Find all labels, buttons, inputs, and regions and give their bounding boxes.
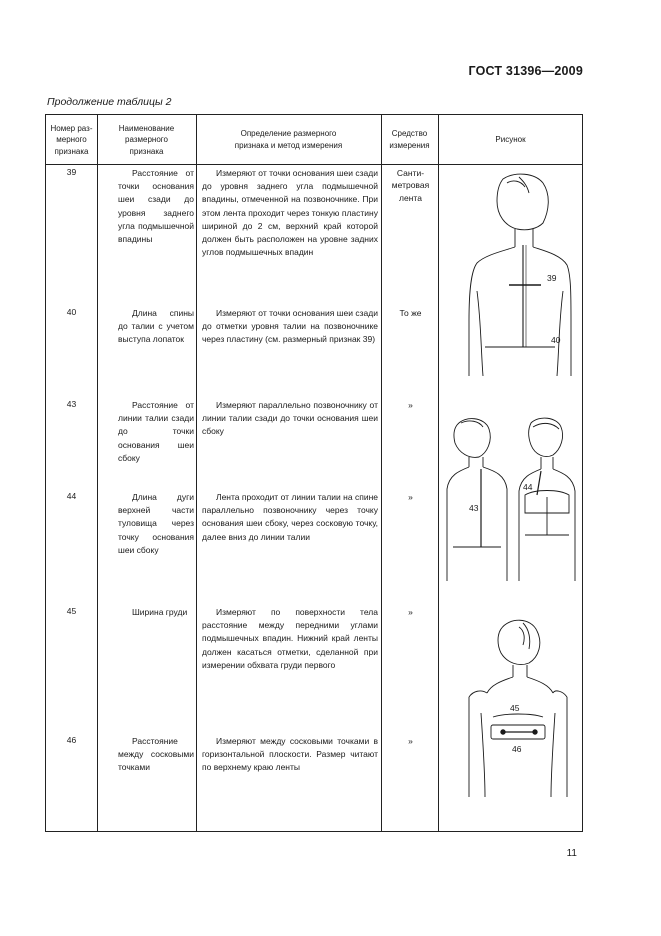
- row-name: Длина дуги верхней части туловища через точку основания шеи сбоку: [118, 492, 194, 555]
- front-tape-44: [537, 471, 541, 495]
- front-figure: [519, 418, 575, 581]
- row-number: 43: [66, 399, 77, 409]
- column-divider: [97, 115, 98, 831]
- figure-label-43: 43: [469, 503, 479, 513]
- page-number: 11: [566, 848, 577, 859]
- row-method: Измеряют от точки основания шеи сзади до отметки уровня талии на позвоночнике через пластину (см. размерный признак 39): [202, 308, 378, 345]
- row-number: 39: [66, 167, 77, 177]
- header-method: Определение размерного признака и метод измерения: [234, 129, 343, 150]
- header-instrument: Средство измерения: [389, 129, 430, 150]
- row-instrument: Санти- метровая лента: [391, 168, 430, 203]
- row-method: Измеряют между сосковыми точками в горизонтальной плоскости. Размер читают по верхнему краю ленты: [202, 736, 378, 773]
- side-back-figure: [447, 419, 507, 581]
- table-continuation-caption: Продолжение таблицы 2: [47, 96, 172, 108]
- figure-label-45: 45: [510, 703, 520, 713]
- figure-label-44: 44: [523, 482, 533, 492]
- row-instrument: »: [408, 400, 413, 410]
- row-instrument: »: [408, 607, 413, 617]
- row-instrument: »: [408, 492, 413, 502]
- row-number: 44: [66, 491, 77, 501]
- figure-45-46: [465, 613, 571, 799]
- back-measuring-tape: [509, 245, 541, 347]
- header-name: Наименование размерного признака: [118, 123, 175, 156]
- row-instrument: »: [408, 736, 413, 746]
- header-number: Номер раз- мерного признака: [50, 123, 93, 156]
- row-method: Измеряют от точки основания шеи сзади до уровня заднего угла подмышечной впадины, отмеченной на позвоночнике. При этом лента проходит через тонкую пластину шириной до 2 см, верхний край которой должен быть расположен на уровне задних углов подмышечных впадин: [202, 168, 378, 258]
- row-number: 46: [66, 735, 77, 745]
- column-divider: [381, 115, 382, 831]
- figure-43-44: [439, 413, 579, 593]
- chest-tape-marks: [501, 730, 537, 734]
- row-method: Измеряют параллельно позвоночнику от линии талии сзади до точки основания шеи сбоку: [202, 400, 378, 437]
- measurement-table: [45, 114, 583, 832]
- column-divider: [196, 115, 197, 831]
- row-name: Расстояние от линии талии сзади до точки основания шеи сбоку: [118, 400, 194, 463]
- figure-label-46: 46: [512, 744, 522, 754]
- row-number: 40: [66, 307, 77, 317]
- standard-code: ГОСТ 31396—2009: [468, 64, 583, 78]
- figure-label-40: 40: [551, 335, 561, 345]
- row-name: Ширина груди: [132, 607, 188, 617]
- row-method: Лента проходит от линии талии на спине параллельно позвоночнику через точку основания шеи сбоку, через сосковую точку, далее вниз до линии талии: [202, 492, 378, 542]
- row-method: Измеряют по поверхности тела расстояние между передними углами подмышечных впадин. Нижний край ленты должен касаться отметки, сделанной при измерении обхвата груди первого: [202, 607, 378, 670]
- row-name: Расстояние между сосковыми точками: [118, 736, 194, 773]
- row-number: 45: [66, 606, 77, 616]
- figure-back-39-40: [463, 171, 573, 383]
- row-name: Расстояние от точки основания шеи сзади до уровня заднего угла подмышечной впадины: [118, 168, 194, 244]
- figure-label-39: 39: [547, 273, 557, 283]
- row-name: Длина спины до талии с учетом выступа лопаток: [118, 308, 194, 345]
- row-instrument: То же: [399, 308, 422, 318]
- header-figure: Рисунок: [495, 135, 526, 145]
